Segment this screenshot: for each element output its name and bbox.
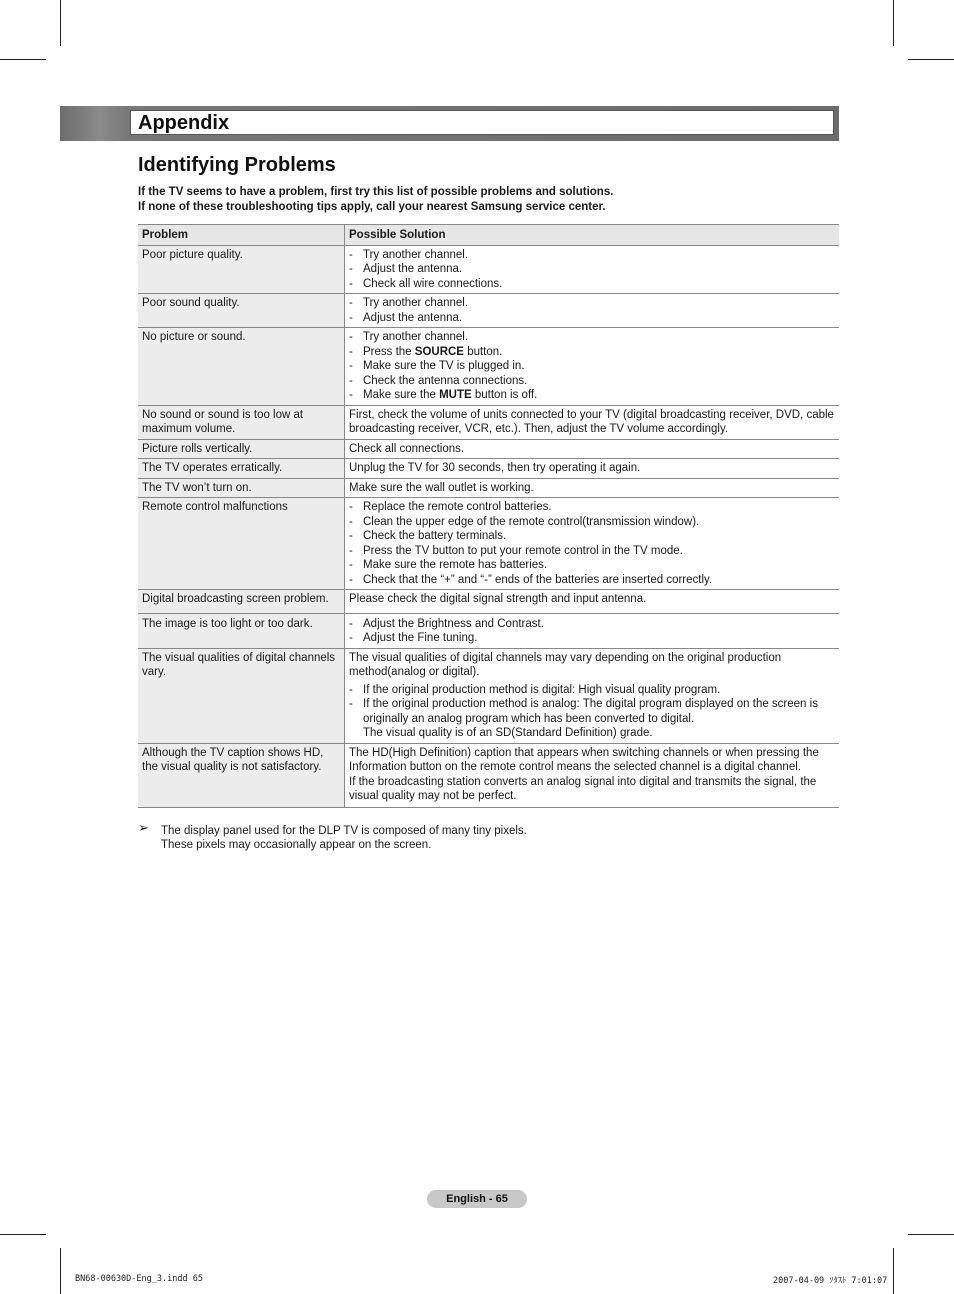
problem-cell: No sound or sound is too low at maximum volume.: [138, 405, 345, 439]
table-row: [138, 613, 839, 648]
problem-cell: The image is too light or too dark.: [138, 613, 345, 648]
problem-cell: Picture rolls vertically.: [138, 439, 345, 459]
table-row: [138, 498, 839, 590]
solution-paragraph: The visual qualities of digital channels may vary depending on the original production method(analog or digital).: [349, 651, 782, 678]
solution-text: Press the: [363, 345, 415, 358]
solution-cell: [345, 328, 840, 406]
table-row: [138, 590, 839, 614]
solution-item: - Check that the “+” and “-” ends of the batteries are inserted correctly.: [349, 573, 835, 588]
troubleshooting-table: [138, 224, 839, 808]
table-row: [138, 648, 839, 743]
solution-item: - Adjust the Fine tuning.: [349, 631, 835, 646]
solution-cell: [345, 294, 840, 328]
crop-mark: [908, 1234, 954, 1235]
solution-item: - Check all wire connections.: [349, 277, 835, 292]
solution-item: - Make sure the TV is plugged in.: [349, 359, 835, 374]
arrow-note-icon: ➢: [138, 820, 149, 835]
table-row: [138, 439, 839, 459]
mute-keyword: MUTE: [439, 389, 472, 401]
note-line: These pixels may occasionally appear on the screen.: [161, 839, 432, 851]
page-title: Identifying Problems: [138, 154, 336, 176]
solution-cell: [345, 743, 840, 807]
solution-item: [349, 388, 835, 403]
source-keyword: SOURCE: [414, 345, 464, 358]
intro-line: If the TV seems to have a problem, first try this list of possible problems and solutions.: [138, 186, 614, 198]
crop-mark: [908, 59, 954, 60]
table-row: [138, 294, 839, 328]
solution-cell: Check all connections.: [345, 439, 840, 459]
table-row: [138, 328, 839, 406]
note-line: The display panel used for the DLP TV is composed of many tiny pixels.: [161, 825, 527, 837]
table-row: [138, 459, 839, 479]
solution-cell: Unplug the TV for 30 seconds, then try operating it again.: [345, 459, 840, 479]
solution-cell: Please check the digital signal strength and input antenna.: [345, 590, 840, 614]
solution-item: - Try another channel.: [349, 248, 835, 263]
solution-cell: [345, 498, 840, 590]
crop-mark: [0, 59, 46, 60]
problem-cell: Poor picture quality.: [138, 245, 345, 294]
table-row: [138, 478, 839, 498]
table-row: [138, 245, 839, 294]
problem-cell: The visual qualities of digital channels vary.: [138, 648, 345, 743]
solution-text: button.: [467, 345, 503, 358]
problem-cell: Digital broadcasting screen problem.: [138, 590, 345, 614]
solution-cell: Make sure the wall outlet is working.: [345, 478, 840, 498]
solution-text: The visual quality is of an SD(Standard Definition) grade.: [363, 727, 653, 739]
solution-item: - Adjust the antenna.: [349, 311, 835, 326]
problem-cell: Poor sound quality.: [138, 294, 345, 328]
solution-paragraph: If the broadcasting station converts an analog signal into digital and transmits the signal, the visual quality may not be perfect.: [349, 775, 817, 802]
solution-cell: [345, 245, 840, 294]
table-row: [138, 743, 839, 807]
solution-item: - Press the TV button to put your remote control in the TV mode.: [349, 544, 835, 559]
solution-cell: [345, 613, 840, 648]
date-slug: 2007-04-09 ｿﾀｽﾄ 7:01:07: [773, 1276, 888, 1286]
solution-item: - Try another channel.: [349, 296, 835, 311]
intro-line: If none of these troubleshooting tips apply, call your nearest Samsung service center.: [138, 200, 606, 213]
crop-mark: [60, 1248, 61, 1294]
table-row: [138, 405, 839, 439]
file-slug: BN68-00630D-Eng_3.indd 65: [75, 1274, 203, 1284]
crop-mark: [893, 1248, 894, 1294]
problem-cell: The TV operates erratically.: [138, 459, 345, 479]
solution-item: [349, 697, 835, 741]
crop-mark: [893, 0, 894, 46]
page-number-badge: English - 65: [427, 1190, 527, 1208]
solution-cell: [345, 648, 840, 743]
problem-cell: No picture or sound.: [138, 328, 345, 406]
solution-item: - Adjust the antenna.: [349, 262, 835, 277]
section-header: [130, 110, 834, 135]
solution-item: - Adjust the Brightness and Contrast.: [349, 617, 835, 632]
solution-item: - If the original production method is digital: High visual quality program.: [349, 683, 835, 698]
crop-mark: [60, 0, 61, 46]
problem-cell: Remote control malfunctions: [138, 498, 345, 590]
solution-cell: First, check the volume of units connected to your TV (digital broadcasting receiver, DVD, cable broadcasting receiver, VCR, etc.). Then, adjust the TV volume accordingly.: [345, 405, 840, 439]
solution-item: - Clean the upper edge of the remote control(transmission window).: [349, 515, 835, 530]
solution-paragraph: The HD(High Definition) caption that appears when switching channels or when pressing the Information button on the remote control means the selected channel is a digital channel.: [349, 746, 819, 773]
solution-item: - Make sure the remote has batteries.: [349, 558, 835, 573]
solution-item: - Check the battery terminals.: [349, 529, 835, 544]
solution-item: - Check the antenna connections.: [349, 374, 835, 389]
problem-cell: The TV won’t turn on.: [138, 478, 345, 498]
crop-mark: [0, 1234, 46, 1235]
solution-text: If the original production method is analog: The digital program displayed on the screen is originally an analog program which has been converted to digital.: [363, 698, 818, 725]
solution-item: - Try another channel.: [349, 330, 835, 345]
table-header-row: [138, 225, 839, 246]
solution-item: [349, 345, 835, 360]
solution-item: - Replace the remote control batteries.: [349, 500, 835, 515]
section-title: Appendix: [138, 112, 230, 134]
intro-text: [138, 185, 613, 214]
note-text: [161, 824, 527, 852]
header-solution: Possible Solution: [345, 225, 840, 246]
header-problem: Problem: [138, 225, 345, 246]
solution-text: Make sure the: [363, 389, 440, 401]
solution-text: button is off.: [474, 389, 538, 401]
problem-cell: Although the TV caption shows HD, the visual quality is not satisfactory.: [138, 743, 345, 807]
